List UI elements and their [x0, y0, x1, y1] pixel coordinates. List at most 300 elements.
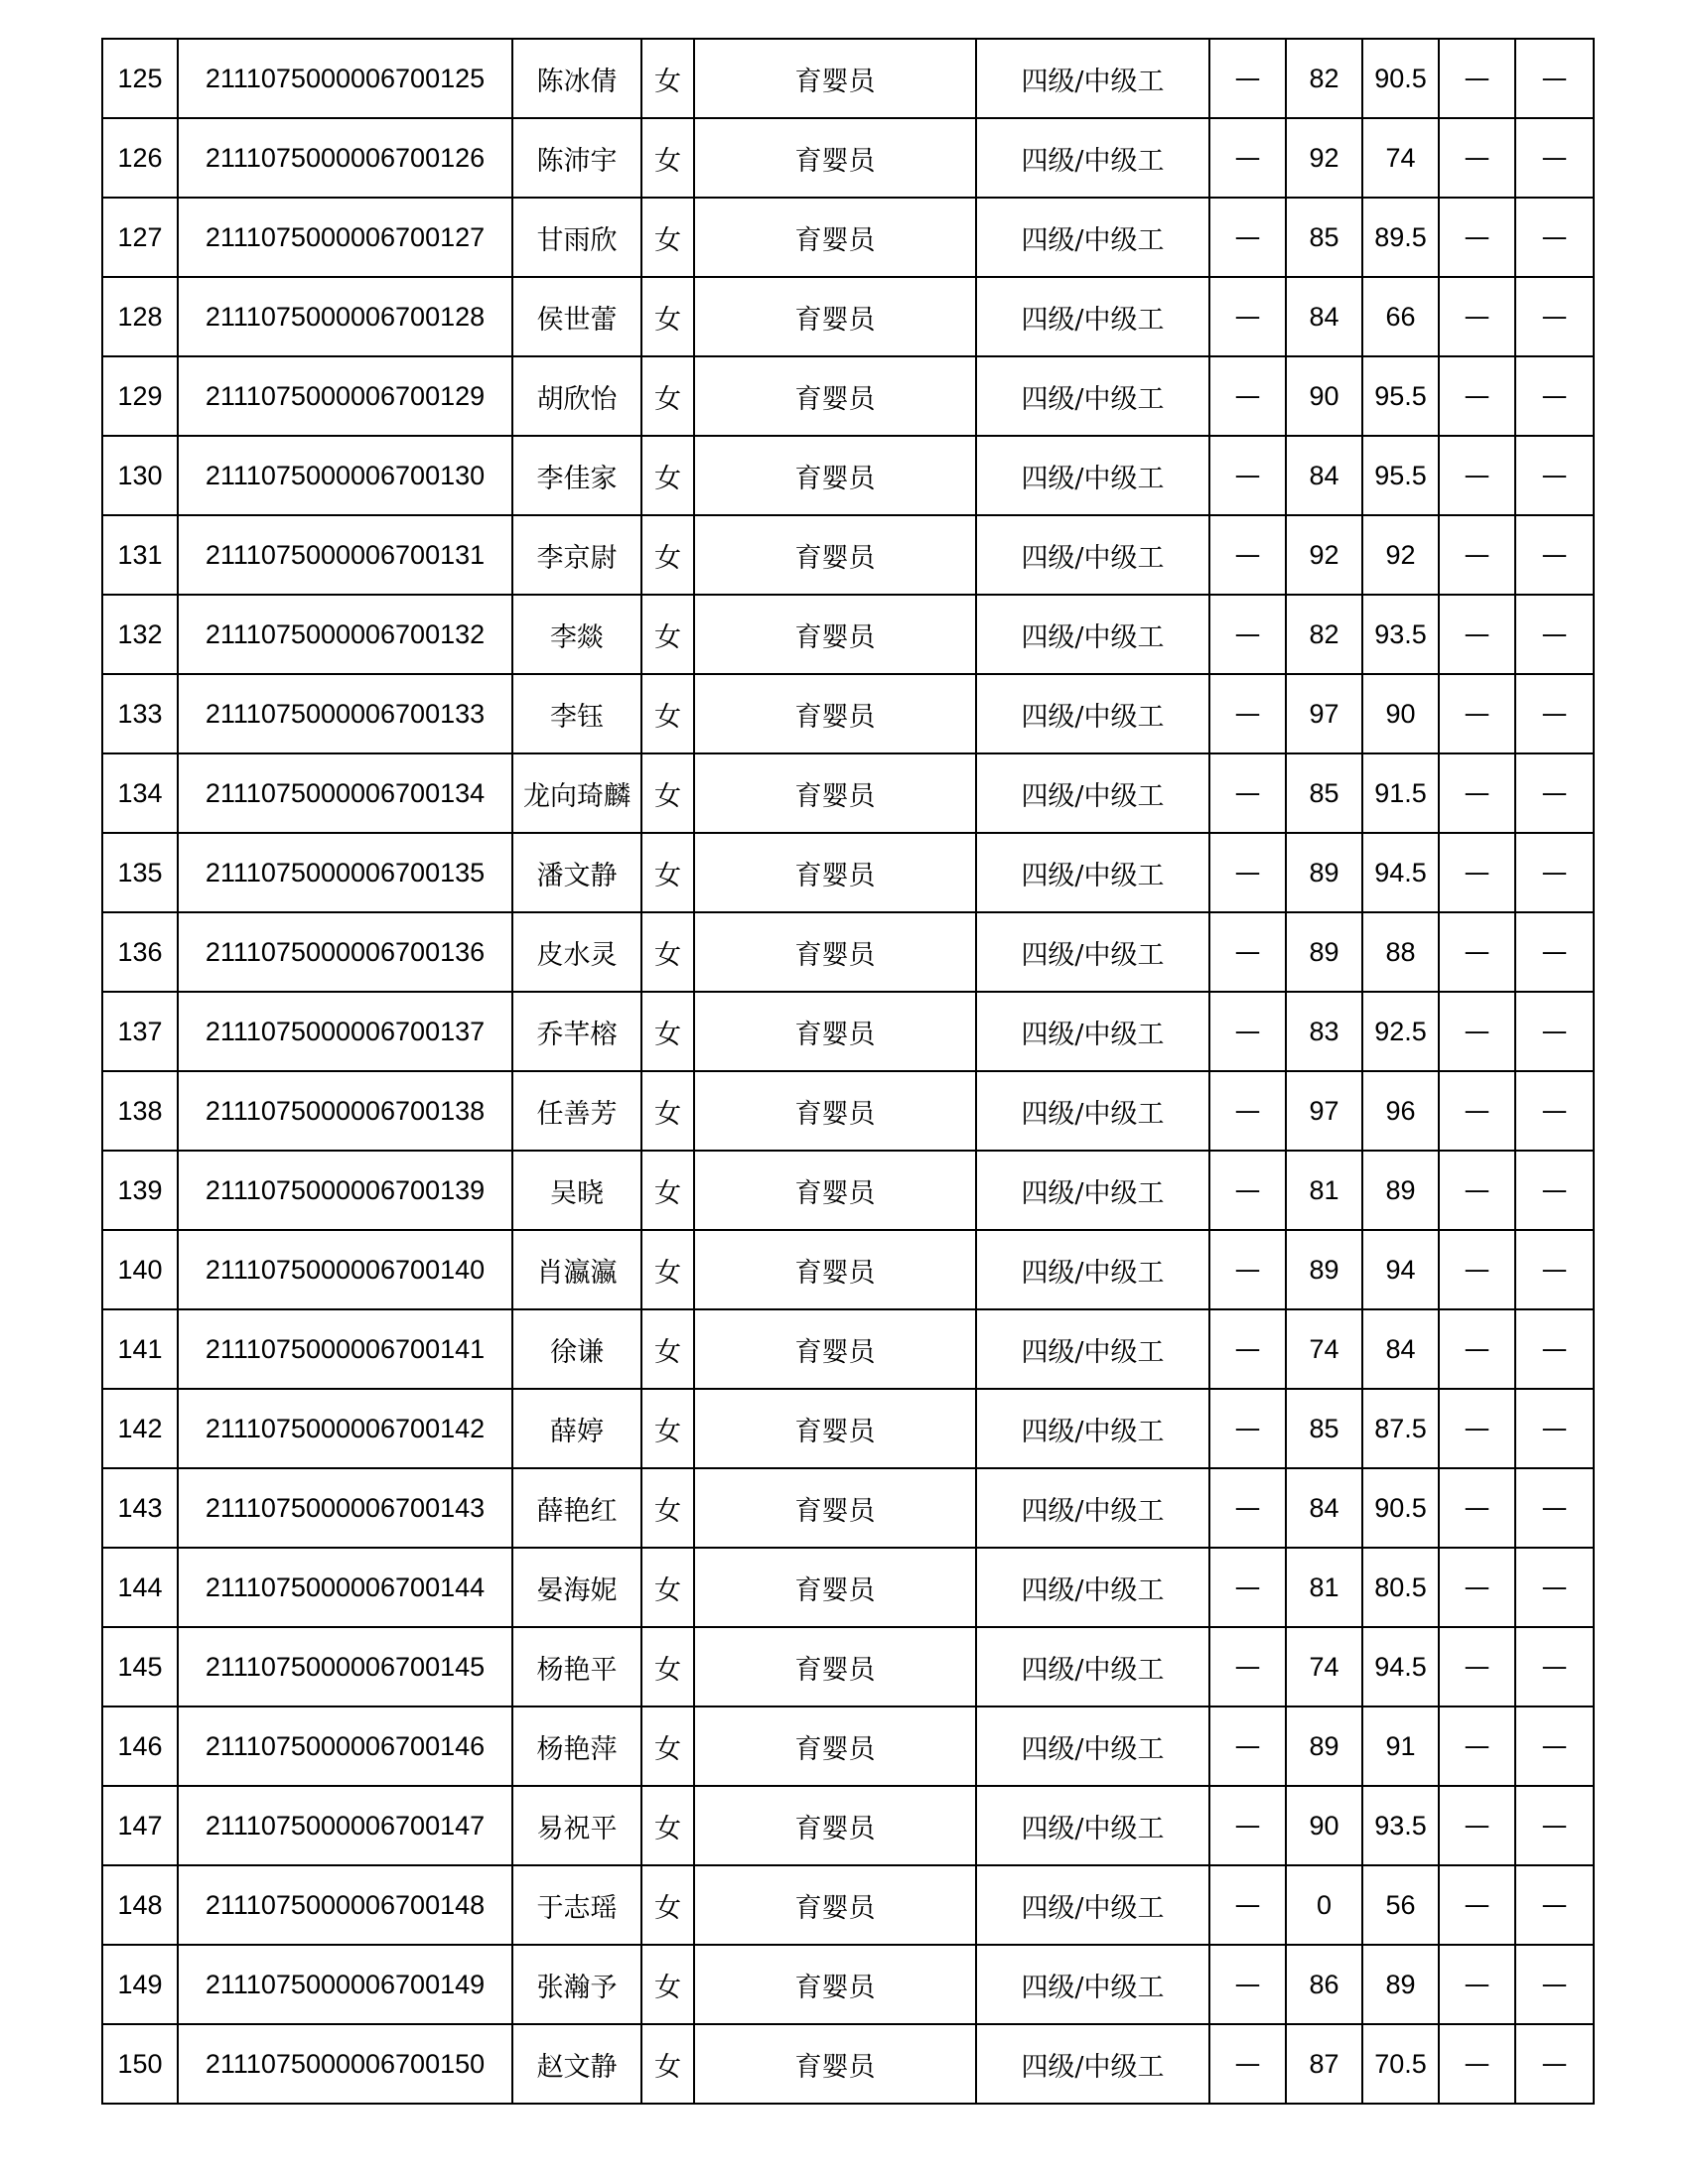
- cell-serial-number: 150: [102, 2024, 178, 2104]
- cell-score-2: 91: [1362, 1706, 1439, 1786]
- cell-serial-number: 129: [102, 356, 178, 436]
- cell-certificate-id: 2111075000006700125: [178, 39, 512, 118]
- cell-score-2: 92: [1362, 515, 1439, 595]
- cell-name: 李京尉: [512, 515, 641, 595]
- cell-certificate-id: 2111075000006700135: [178, 833, 512, 912]
- cell-name: 任善芳: [512, 1071, 641, 1151]
- cell-empty-mark: —: [1209, 198, 1286, 277]
- cell-certificate-id: 2111075000006700149: [178, 1945, 512, 2024]
- cell-occupation: 育婴员: [694, 1627, 976, 1706]
- cell-score-2: 89: [1362, 1151, 1439, 1230]
- cell-level: 四级/中级工: [976, 1786, 1209, 1865]
- cell-empty-mark: —: [1515, 912, 1594, 992]
- cell-empty-mark: —: [1515, 436, 1594, 515]
- cell-empty-mark: —: [1209, 118, 1286, 198]
- cell-certificate-id: 2111075000006700128: [178, 277, 512, 356]
- cell-occupation: 育婴员: [694, 1865, 976, 1945]
- cell-occupation: 育婴员: [694, 356, 976, 436]
- cell-occupation: 育婴员: [694, 515, 976, 595]
- cell-empty-mark: —: [1209, 1786, 1286, 1865]
- cell-gender: 女: [641, 436, 694, 515]
- cell-level: 四级/中级工: [976, 1627, 1209, 1706]
- cell-name: 李佳家: [512, 436, 641, 515]
- cell-gender: 女: [641, 1627, 694, 1706]
- cell-certificate-id: 2111075000006700143: [178, 1468, 512, 1548]
- cell-empty-mark: —: [1439, 992, 1515, 1071]
- cell-certificate-id: 2111075000006700148: [178, 1865, 512, 1945]
- cell-empty-mark: —: [1515, 1627, 1594, 1706]
- cell-score-1: 97: [1286, 1071, 1362, 1151]
- cell-gender: 女: [641, 515, 694, 595]
- cell-serial-number: 140: [102, 1230, 178, 1309]
- cell-score-1: 0: [1286, 1865, 1362, 1945]
- cell-level: 四级/中级工: [976, 1071, 1209, 1151]
- cell-score-2: 94.5: [1362, 833, 1439, 912]
- cell-empty-mark: —: [1439, 436, 1515, 515]
- cell-certificate-id: 2111075000006700127: [178, 198, 512, 277]
- cell-empty-mark: —: [1515, 1389, 1594, 1468]
- table-row: [102, 1627, 1594, 1706]
- cell-level: 四级/中级工: [976, 674, 1209, 753]
- cell-gender: 女: [641, 992, 694, 1071]
- cell-occupation: 育婴员: [694, 2024, 976, 2104]
- cell-level: 四级/中级工: [976, 1151, 1209, 1230]
- cell-score-2: 90.5: [1362, 1468, 1439, 1548]
- cell-level: 四级/中级工: [976, 436, 1209, 515]
- cell-occupation: 育婴员: [694, 277, 976, 356]
- cell-gender: 女: [641, 833, 694, 912]
- cell-score-1: 92: [1286, 515, 1362, 595]
- cell-gender: 女: [641, 753, 694, 833]
- table-row: [102, 1468, 1594, 1548]
- cell-level: 四级/中级工: [976, 1865, 1209, 1945]
- cell-occupation: 育婴员: [694, 833, 976, 912]
- cell-occupation: 育婴员: [694, 912, 976, 992]
- cell-certificate-id: 2111075000006700134: [178, 753, 512, 833]
- cell-occupation: 育婴员: [694, 1786, 976, 1865]
- cell-empty-mark: —: [1209, 356, 1286, 436]
- cell-name: 皮水灵: [512, 912, 641, 992]
- cell-score-1: 89: [1286, 912, 1362, 992]
- cell-name: 胡欣怡: [512, 356, 641, 436]
- cell-empty-mark: —: [1439, 1945, 1515, 2024]
- cell-score-2: 70.5: [1362, 2024, 1439, 2104]
- cell-gender: 女: [641, 1309, 694, 1389]
- cell-level: 四级/中级工: [976, 2024, 1209, 2104]
- cell-certificate-id: 2111075000006700145: [178, 1627, 512, 1706]
- cell-score-1: 92: [1286, 118, 1362, 198]
- cell-empty-mark: —: [1439, 674, 1515, 753]
- cell-empty-mark: —: [1515, 1309, 1594, 1389]
- table-row: [102, 356, 1594, 436]
- cell-empty-mark: —: [1515, 1945, 1594, 2024]
- cell-empty-mark: —: [1209, 1151, 1286, 1230]
- cell-empty-mark: —: [1209, 833, 1286, 912]
- cell-certificate-id: 2111075000006700140: [178, 1230, 512, 1309]
- cell-empty-mark: —: [1209, 1865, 1286, 1945]
- cell-name: 肖瀛瀛: [512, 1230, 641, 1309]
- cell-serial-number: 143: [102, 1468, 178, 1548]
- cell-score-2: 66: [1362, 277, 1439, 356]
- cell-score-2: 87.5: [1362, 1389, 1439, 1468]
- table-row: [102, 198, 1594, 277]
- cell-level: 四级/中级工: [976, 1468, 1209, 1548]
- cell-occupation: 育婴员: [694, 39, 976, 118]
- cell-score-1: 90: [1286, 356, 1362, 436]
- table-row: [102, 436, 1594, 515]
- cell-certificate-id: 2111075000006700126: [178, 118, 512, 198]
- cell-empty-mark: —: [1209, 1468, 1286, 1548]
- cell-empty-mark: —: [1515, 118, 1594, 198]
- table-row: [102, 277, 1594, 356]
- table-row: [102, 1865, 1594, 1945]
- cell-score-1: 84: [1286, 436, 1362, 515]
- cell-score-1: 81: [1286, 1548, 1362, 1627]
- cell-name: 易祝平: [512, 1786, 641, 1865]
- cell-empty-mark: —: [1209, 912, 1286, 992]
- table-row: [102, 118, 1594, 198]
- cell-empty-mark: —: [1439, 1151, 1515, 1230]
- cell-certificate-id: 2111075000006700133: [178, 674, 512, 753]
- cell-empty-mark: —: [1209, 674, 1286, 753]
- cell-certificate-id: 2111075000006700144: [178, 1548, 512, 1627]
- cell-empty-mark: —: [1209, 1389, 1286, 1468]
- cell-level: 四级/中级工: [976, 833, 1209, 912]
- cell-score-2: 93.5: [1362, 595, 1439, 674]
- cell-serial-number: 131: [102, 515, 178, 595]
- cell-score-1: 84: [1286, 277, 1362, 356]
- table-row: [102, 1945, 1594, 2024]
- cell-empty-mark: —: [1515, 515, 1594, 595]
- cell-name: 陈冰倩: [512, 39, 641, 118]
- cell-serial-number: 141: [102, 1309, 178, 1389]
- cell-occupation: 育婴员: [694, 674, 976, 753]
- cell-score-2: 74: [1362, 118, 1439, 198]
- cell-empty-mark: —: [1515, 1071, 1594, 1151]
- cell-empty-mark: —: [1515, 1706, 1594, 1786]
- cell-occupation: 育婴员: [694, 1309, 976, 1389]
- cell-score-2: 95.5: [1362, 436, 1439, 515]
- cell-certificate-id: 2111075000006700136: [178, 912, 512, 992]
- cell-score-2: 92.5: [1362, 992, 1439, 1071]
- cell-gender: 女: [641, 1706, 694, 1786]
- cell-score-1: 74: [1286, 1627, 1362, 1706]
- table-row: [102, 1071, 1594, 1151]
- cell-empty-mark: —: [1515, 1230, 1594, 1309]
- cell-empty-mark: —: [1439, 1786, 1515, 1865]
- table-row: [102, 992, 1594, 1071]
- cell-empty-mark: —: [1515, 833, 1594, 912]
- table-row: [102, 674, 1594, 753]
- cell-level: 四级/中级工: [976, 1945, 1209, 2024]
- cell-empty-mark: —: [1515, 1151, 1594, 1230]
- cell-serial-number: 147: [102, 1786, 178, 1865]
- cell-gender: 女: [641, 277, 694, 356]
- table-row: [102, 1706, 1594, 1786]
- cell-certificate-id: 2111075000006700132: [178, 595, 512, 674]
- cell-serial-number: 134: [102, 753, 178, 833]
- cell-empty-mark: —: [1439, 1706, 1515, 1786]
- table-row: [102, 1151, 1594, 1230]
- cell-occupation: 育婴员: [694, 992, 976, 1071]
- cell-empty-mark: —: [1515, 1786, 1594, 1865]
- table-row: [102, 1389, 1594, 1468]
- cell-occupation: 育婴员: [694, 1389, 976, 1468]
- table-row: [102, 2024, 1594, 2104]
- cell-empty-mark: —: [1209, 1071, 1286, 1151]
- cell-empty-mark: —: [1209, 1230, 1286, 1309]
- cell-serial-number: 125: [102, 39, 178, 118]
- cell-score-2: 95.5: [1362, 356, 1439, 436]
- cell-level: 四级/中级工: [976, 1389, 1209, 1468]
- cell-empty-mark: —: [1439, 2024, 1515, 2104]
- cell-empty-mark: —: [1439, 1468, 1515, 1548]
- cell-occupation: 育婴员: [694, 1548, 976, 1627]
- cell-certificate-id: 2111075000006700129: [178, 356, 512, 436]
- cell-score-1: 89: [1286, 1230, 1362, 1309]
- cell-empty-mark: —: [1439, 1389, 1515, 1468]
- score-table: [101, 38, 1595, 2105]
- cell-level: 四级/中级工: [976, 198, 1209, 277]
- cell-empty-mark: —: [1439, 39, 1515, 118]
- cell-name: 杨艳平: [512, 1627, 641, 1706]
- table-row: [102, 39, 1594, 118]
- table-row: [102, 595, 1594, 674]
- cell-empty-mark: —: [1209, 992, 1286, 1071]
- cell-name: 侯世蕾: [512, 277, 641, 356]
- cell-empty-mark: —: [1515, 595, 1594, 674]
- table-row: [102, 1230, 1594, 1309]
- cell-serial-number: 137: [102, 992, 178, 1071]
- cell-certificate-id: 2111075000006700147: [178, 1786, 512, 1865]
- cell-empty-mark: —: [1515, 1548, 1594, 1627]
- cell-empty-mark: —: [1515, 1468, 1594, 1548]
- cell-occupation: 育婴员: [694, 1706, 976, 1786]
- cell-empty-mark: —: [1515, 277, 1594, 356]
- cell-serial-number: 130: [102, 436, 178, 515]
- cell-gender: 女: [641, 2024, 694, 2104]
- cell-score-2: 90.5: [1362, 39, 1439, 118]
- cell-certificate-id: 2111075000006700139: [178, 1151, 512, 1230]
- table-body: [102, 39, 1594, 2104]
- cell-gender: 女: [641, 1865, 694, 1945]
- cell-name: 薛婷: [512, 1389, 641, 1468]
- cell-score-1: 85: [1286, 1389, 1362, 1468]
- cell-gender: 女: [641, 198, 694, 277]
- cell-score-1: 87: [1286, 2024, 1362, 2104]
- cell-serial-number: 148: [102, 1865, 178, 1945]
- cell-empty-mark: —: [1515, 2024, 1594, 2104]
- cell-level: 四级/中级工: [976, 118, 1209, 198]
- table-row: [102, 515, 1594, 595]
- cell-empty-mark: —: [1439, 515, 1515, 595]
- cell-gender: 女: [641, 674, 694, 753]
- cell-empty-mark: —: [1209, 1548, 1286, 1627]
- cell-gender: 女: [641, 1071, 694, 1151]
- cell-level: 四级/中级工: [976, 356, 1209, 436]
- table-row: [102, 833, 1594, 912]
- cell-serial-number: 138: [102, 1071, 178, 1151]
- cell-serial-number: 132: [102, 595, 178, 674]
- cell-certificate-id: 2111075000006700142: [178, 1389, 512, 1468]
- cell-gender: 女: [641, 595, 694, 674]
- cell-empty-mark: —: [1209, 753, 1286, 833]
- cell-serial-number: 142: [102, 1389, 178, 1468]
- table-row: [102, 912, 1594, 992]
- cell-level: 四级/中级工: [976, 595, 1209, 674]
- cell-empty-mark: —: [1439, 1548, 1515, 1627]
- cell-score-2: 56: [1362, 1865, 1439, 1945]
- cell-empty-mark: —: [1439, 1071, 1515, 1151]
- cell-level: 四级/中级工: [976, 515, 1209, 595]
- cell-empty-mark: —: [1515, 674, 1594, 753]
- cell-empty-mark: —: [1209, 39, 1286, 118]
- cell-level: 四级/中级工: [976, 992, 1209, 1071]
- cell-occupation: 育婴员: [694, 1071, 976, 1151]
- cell-score-2: 89: [1362, 1945, 1439, 2024]
- cell-name: 陈沛宇: [512, 118, 641, 198]
- cell-gender: 女: [641, 1786, 694, 1865]
- cell-gender: 女: [641, 39, 694, 118]
- table-row: [102, 1786, 1594, 1865]
- cell-empty-mark: —: [1209, 1945, 1286, 2024]
- cell-serial-number: 149: [102, 1945, 178, 2024]
- cell-name: 徐谦: [512, 1309, 641, 1389]
- cell-name: 薛艳红: [512, 1468, 641, 1548]
- cell-occupation: 育婴员: [694, 198, 976, 277]
- cell-score-1: 89: [1286, 1706, 1362, 1786]
- cell-name: 乔芊榕: [512, 992, 641, 1071]
- cell-empty-mark: —: [1439, 1627, 1515, 1706]
- cell-gender: 女: [641, 118, 694, 198]
- cell-occupation: 育婴员: [694, 1151, 976, 1230]
- cell-empty-mark: —: [1515, 198, 1594, 277]
- cell-empty-mark: —: [1209, 2024, 1286, 2104]
- cell-gender: 女: [641, 1468, 694, 1548]
- cell-serial-number: 139: [102, 1151, 178, 1230]
- cell-occupation: 育婴员: [694, 1230, 976, 1309]
- cell-score-2: 80.5: [1362, 1548, 1439, 1627]
- cell-certificate-id: 2111075000006700137: [178, 992, 512, 1071]
- cell-empty-mark: —: [1515, 39, 1594, 118]
- cell-empty-mark: —: [1439, 753, 1515, 833]
- cell-gender: 女: [641, 1548, 694, 1627]
- cell-empty-mark: —: [1439, 912, 1515, 992]
- cell-score-1: 97: [1286, 674, 1362, 753]
- cell-name: 李燚: [512, 595, 641, 674]
- cell-certificate-id: 2111075000006700150: [178, 2024, 512, 2104]
- cell-empty-mark: —: [1439, 356, 1515, 436]
- cell-level: 四级/中级工: [976, 1230, 1209, 1309]
- cell-name: 于志瑶: [512, 1865, 641, 1945]
- cell-score-1: 74: [1286, 1309, 1362, 1389]
- cell-level: 四级/中级工: [976, 1548, 1209, 1627]
- cell-score-1: 89: [1286, 833, 1362, 912]
- cell-gender: 女: [641, 1389, 694, 1468]
- cell-serial-number: 128: [102, 277, 178, 356]
- cell-level: 四级/中级工: [976, 912, 1209, 992]
- cell-empty-mark: —: [1209, 1706, 1286, 1786]
- cell-certificate-id: 2111075000006700138: [178, 1071, 512, 1151]
- cell-level: 四级/中级工: [976, 1309, 1209, 1389]
- cell-name: 晏海妮: [512, 1548, 641, 1627]
- cell-certificate-id: 2111075000006700131: [178, 515, 512, 595]
- cell-level: 四级/中级工: [976, 39, 1209, 118]
- cell-score-1: 85: [1286, 753, 1362, 833]
- cell-empty-mark: —: [1209, 436, 1286, 515]
- cell-name: 赵文静: [512, 2024, 641, 2104]
- cell-empty-mark: —: [1439, 595, 1515, 674]
- cell-score-2: 89.5: [1362, 198, 1439, 277]
- cell-score-2: 91.5: [1362, 753, 1439, 833]
- cell-empty-mark: —: [1515, 356, 1594, 436]
- cell-score-1: 83: [1286, 992, 1362, 1071]
- cell-gender: 女: [641, 912, 694, 992]
- cell-empty-mark: —: [1439, 1230, 1515, 1309]
- table-row: [102, 753, 1594, 833]
- cell-empty-mark: —: [1515, 992, 1594, 1071]
- cell-certificate-id: 2111075000006700146: [178, 1706, 512, 1786]
- cell-certificate-id: 2111075000006700130: [178, 436, 512, 515]
- cell-empty-mark: —: [1439, 1865, 1515, 1945]
- cell-occupation: 育婴员: [694, 1945, 976, 2024]
- cell-occupation: 育婴员: [694, 753, 976, 833]
- cell-name: 龙向琦麟: [512, 753, 641, 833]
- cell-occupation: 育婴员: [694, 1468, 976, 1548]
- cell-score-1: 85: [1286, 198, 1362, 277]
- cell-score-1: 84: [1286, 1468, 1362, 1548]
- cell-gender: 女: [641, 356, 694, 436]
- cell-serial-number: 146: [102, 1706, 178, 1786]
- cell-serial-number: 133: [102, 674, 178, 753]
- cell-empty-mark: —: [1439, 1309, 1515, 1389]
- cell-score-2: 93.5: [1362, 1786, 1439, 1865]
- cell-name: 张瀚予: [512, 1945, 641, 2024]
- cell-name: 吴晓: [512, 1151, 641, 1230]
- cell-empty-mark: —: [1439, 118, 1515, 198]
- cell-gender: 女: [641, 1151, 694, 1230]
- cell-empty-mark: —: [1209, 277, 1286, 356]
- cell-level: 四级/中级工: [976, 753, 1209, 833]
- table-row: [102, 1548, 1594, 1627]
- cell-gender: 女: [641, 1945, 694, 2024]
- cell-score-1: 81: [1286, 1151, 1362, 1230]
- table-row: [102, 1309, 1594, 1389]
- cell-serial-number: 144: [102, 1548, 178, 1627]
- cell-score-1: 82: [1286, 595, 1362, 674]
- cell-empty-mark: —: [1209, 595, 1286, 674]
- cell-score-2: 88: [1362, 912, 1439, 992]
- cell-name: 潘文静: [512, 833, 641, 912]
- cell-level: 四级/中级工: [976, 277, 1209, 356]
- cell-empty-mark: —: [1439, 198, 1515, 277]
- cell-serial-number: 145: [102, 1627, 178, 1706]
- cell-name: 杨艳萍: [512, 1706, 641, 1786]
- cell-score-2: 94.5: [1362, 1627, 1439, 1706]
- cell-gender: 女: [641, 1230, 694, 1309]
- cell-certificate-id: 2111075000006700141: [178, 1309, 512, 1389]
- cell-empty-mark: —: [1515, 1865, 1594, 1945]
- cell-score-2: 90: [1362, 674, 1439, 753]
- cell-empty-mark: —: [1209, 1309, 1286, 1389]
- cell-empty-mark: —: [1515, 753, 1594, 833]
- cell-empty-mark: —: [1439, 833, 1515, 912]
- cell-empty-mark: —: [1439, 277, 1515, 356]
- cell-score-1: 82: [1286, 39, 1362, 118]
- cell-occupation: 育婴员: [694, 595, 976, 674]
- cell-score-1: 90: [1286, 1786, 1362, 1865]
- cell-empty-mark: —: [1209, 1627, 1286, 1706]
